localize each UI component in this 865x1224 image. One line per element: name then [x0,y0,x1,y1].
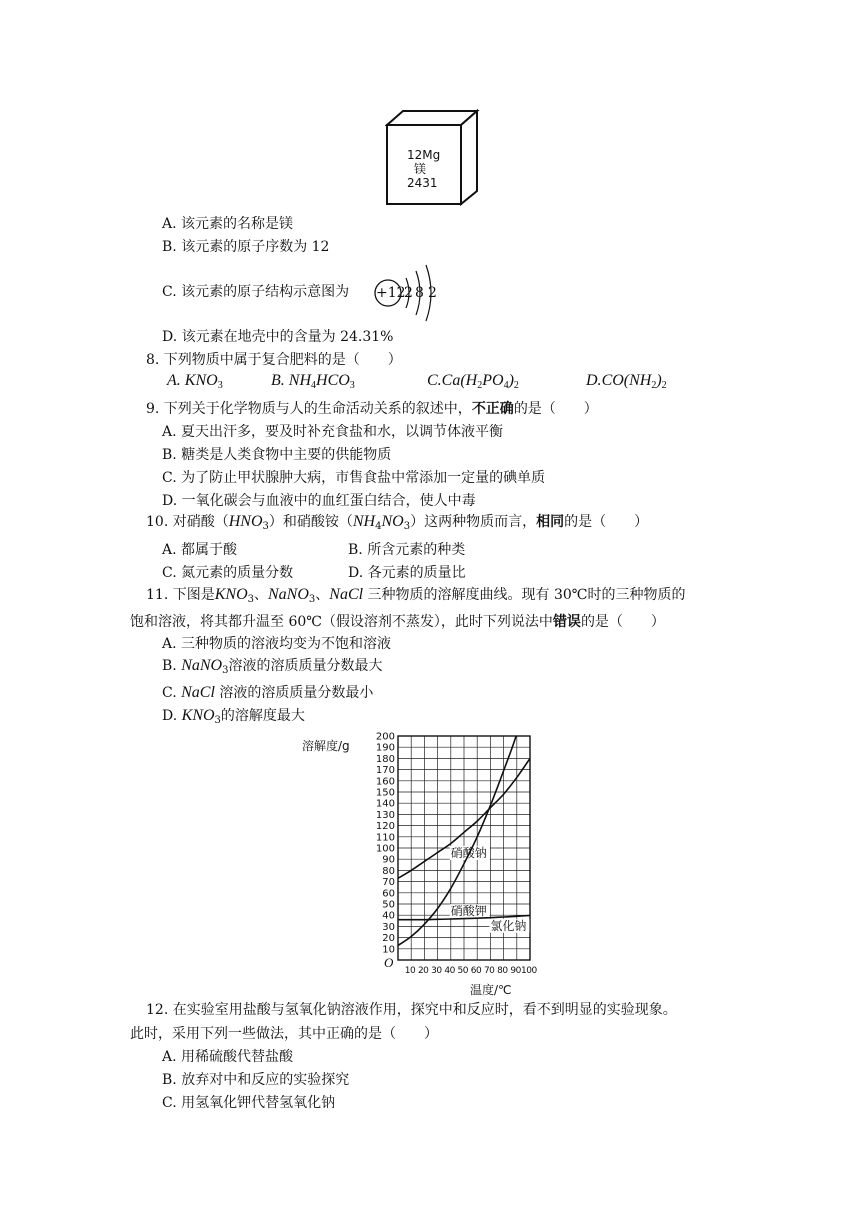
q12-line2: 此时，采用下列一些做法，其中正确的是（ ） [130,1026,438,1042]
q11-stem-line2: 饱和溶液，将其都升温至 60℃（假设溶剂不蒸发），此时下列说法中错误的是（ ） [130,614,665,630]
y-tick-label: 200 [375,731,395,743]
y-tick-label: 20 [382,933,395,945]
solubility-chart [300,728,560,998]
x-tick-label: 40 [444,966,455,976]
x-tick-label: 100 [521,966,537,976]
x-tick-label: 30 [431,966,442,976]
y-tick-label: 110 [375,832,395,844]
q10-option-b[interactable]: B. 所含元素的种类 [348,542,466,558]
atom-shell-2: 8 [415,285,424,301]
y-tick-label: 180 [375,753,395,765]
x-tick-label: 50 [457,966,468,976]
q9-option-c[interactable]: C. 为了防止甲状腺肿大病，市售食盐中常添加一定量的碘单质 [162,470,546,486]
q10-option-a[interactable]: A. 都属于酸 [162,542,238,558]
atom-shell-3: 2 [428,285,437,301]
series-label: 硝酸钾 [450,904,487,919]
q8-stem: 8. 下列物质中属于复合肥料的是（ ） [146,352,402,368]
y-tick-label: 140 [375,798,395,810]
atom-shell-1: 2 [404,285,413,301]
atom-nucleus-label: +12 [376,285,406,301]
q11-option-a[interactable]: A. 三种物质的溶液均变为不饱和溶液 [162,636,392,652]
q8-option-d[interactable]: $D.CO(NH_2)_2$ [586,372,667,391]
q10-option-d[interactable]: D. 各元素的质量比 [348,565,466,581]
x-tick-label: 80 [497,966,508,976]
y-tick-label: 30 [382,921,395,933]
y-axis-label: 溶解度/g [302,739,350,753]
x-tick-label: 10 [404,966,416,976]
q11-stem-line1: 11. 下图是$KNO_3$、NaNO$_3$、NaCl 三种物质的溶解度曲线。现有 30℃时的三种物质的 [146,586,686,605]
y-tick-label: 60 [382,888,395,900]
y-tick-label: 90 [382,854,395,866]
q8-option-a[interactable]: A. $KNO_3$ [167,372,223,391]
x-tick-label: 20 [417,966,429,976]
q9-option-b[interactable]: B. 糖类是人类食物中主要的供能物质 [162,447,392,463]
y-tick-label: 170 [375,765,395,777]
y-tick-label: 130 [375,809,395,821]
y-tick-label: 50 [382,899,395,911]
q10-option-c[interactable]: C. 氮元素的质量分数 [162,565,294,581]
q10-stem: 10. 对硝酸$(HNO_3)$和硝酸铵$(NH_4NO_3)$这两种物质而言，相同的是（ ） [146,513,649,532]
series-label: 硝酸钠 [450,845,487,860]
q7-option-d[interactable]: D. 该元素在地壳中的含量为 24.31% [162,329,394,345]
q9-option-d[interactable]: D. 一氧化碳会与血液中的血红蛋白结合，使人中毒 [162,493,476,509]
q9-option-a[interactable]: A. 夏天出汗多，要及时补充食盐和水，以调节体液平衡 [162,424,504,440]
y-tick-label: 70 [382,877,395,889]
y-tick-label: 40 [382,910,395,922]
x-tick-label: 90 [510,966,521,976]
q12-option-a[interactable]: A. 用稀硫酸代替盐酸 [162,1049,294,1065]
y-tick-label: 100 [375,843,395,855]
origin-label: O [384,955,394,970]
q9-stem: 9. 下列关于化学物质与人的生命活动关系的叙述中，不正确的是（ ） [146,401,598,417]
q12-line1: 12. 在实验室用盐酸与氢氧化钠溶液作用，探究中和反应时，看不到明显的实验现象。 [146,1002,677,1018]
x-axis-label: 温度/℃ [470,983,512,997]
q12-option-b[interactable]: B. 放弃对中和反应的实验探究 [162,1072,350,1088]
y-tick-label: 120 [375,821,395,833]
x-tick-label: 70 [483,966,495,976]
element-card-name: 镁 [414,162,427,176]
series-label: 氯化钠 [490,918,527,933]
q12-option-c[interactable]: C. 用氢氧化钾代替氢氧化钠 [162,1095,336,1111]
q8-option-b[interactable]: B. $NH_4HCO_3$ [271,372,355,391]
q7-option-c[interactable]: C. 该元素的原子结构示意图为 [162,284,350,300]
q11-option-d[interactable]: D. $KNO_3$的溶解度最大 [162,707,305,726]
q8-option-c[interactable]: $C.Ca(H_2PO_4)_2$ [427,372,519,391]
q11-option-c[interactable]: C. NaCl 溶液的溶质质量分数最小 [162,684,374,701]
q7-option-b[interactable]: B. 该元素的原子序数为 12 [162,239,330,255]
y-tick-label: 190 [375,742,395,754]
x-tick-label: 60 [470,966,482,976]
y-tick-label: 150 [375,787,395,799]
q7-option-a[interactable]: A. 该元素的名称是镁 [162,216,294,232]
element-card-symbol: 12Mg [407,148,441,162]
y-tick-label: 10 [382,944,395,956]
y-tick-label: 160 [375,776,395,788]
y-tick-label: 80 [382,865,395,877]
element-card-mass: 2431 [407,176,438,190]
q11-option-b[interactable]: B. NaNO$_3$溶液的溶质质量分数最大 [162,657,383,676]
